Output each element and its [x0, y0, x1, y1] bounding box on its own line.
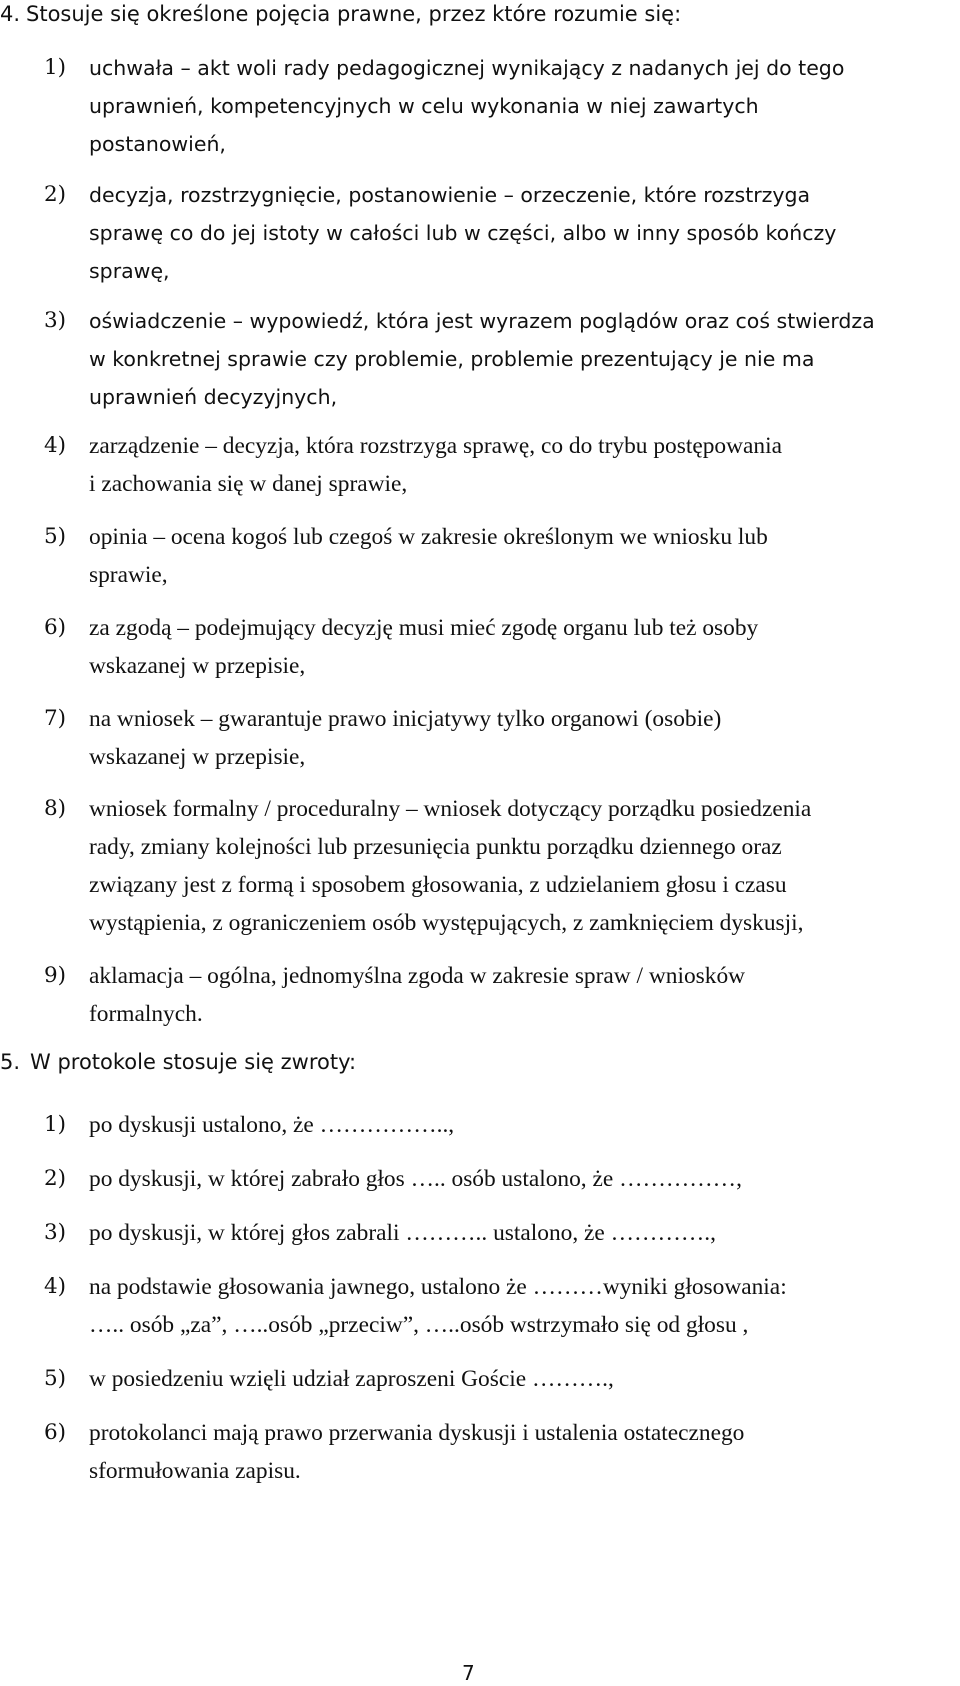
item-text-line: po dyskusji, w której zabrało głos ….. osób ustalono, że ……………, — [89, 1166, 742, 1192]
item-number: 5) — [44, 1366, 67, 1391]
item-text-line: sprawę, — [89, 259, 170, 283]
item-text-line: w konkretnej sprawie czy problemie, problemie prezentujący je nie ma — [89, 347, 815, 371]
item-text-line: sprawę co do jej istoty w całości lub w części, albo w inny sposób kończy — [89, 221, 837, 245]
item-number: 1) — [44, 55, 67, 80]
item-text-line: opinia – ocena kogoś lub czegoś w zakresie określonym we wniosku lub — [89, 524, 768, 550]
item-text-line: na wniosek – gwarantuje prawo inicjatywy tylko organowi (osobie) — [89, 706, 722, 732]
item-text-line: uprawnień, kompetencyjnych w celu wykonania w niej zawartych — [89, 94, 759, 118]
item-text-line: ….. osób „za”, …..osób „przeciw”, …..osób wstrzymało się od głosu , — [89, 1312, 749, 1338]
item-text-line: i zachowania się w danej sprawie, — [89, 471, 408, 497]
item-text-line: wskazanej w przepisie, — [89, 653, 306, 679]
item-text-line: wniosek formalny / proceduralny – wniosek dotyczący porządku posiedzenia — [89, 796, 812, 822]
item-number: 8) — [44, 796, 67, 821]
item-number: 4) — [44, 433, 67, 458]
item-text-line: protokolanci mają prawo przerwania dyskusji i ustalenia ostatecznego — [89, 1420, 745, 1446]
item-text-line: wystąpienia, z ograniczeniem osób występujących, z zamknięciem dyskusji, — [89, 910, 804, 936]
section-5-heading — [0, 1050, 356, 1074]
item-text-line: rady, zmiany kolejności lub przesunięcia punktu porządku dziennego oraz — [89, 834, 782, 860]
item-number: 1) — [44, 1112, 67, 1137]
item-text-line: za zgodą – podejmujący decyzję musi mieć zgodę organu lub też osoby — [89, 615, 759, 641]
section-5-heading-text: W protokole stosuje się zwroty: — [30, 1050, 357, 1074]
section-4-heading — [0, 2, 681, 26]
item-text-line: uchwała – akt woli rady pedagogicznej wynikający z nadanych jej do tego — [89, 56, 845, 80]
item-text-line: zarządzenie – decyzja, która rozstrzyga sprawę, co do trybu postępowania — [89, 433, 782, 459]
item-number: 6) — [44, 615, 67, 640]
item-number: 3) — [44, 308, 67, 333]
item-number: 4) — [44, 1274, 67, 1299]
item-number: 3) — [44, 1220, 67, 1245]
item-number: 2) — [44, 1166, 67, 1191]
item-text-line: sprawie, — [89, 562, 168, 588]
item-text-line: wskazanej w przepisie, — [89, 744, 306, 770]
item-number: 2) — [44, 182, 67, 207]
item-text-line: oświadczenie – wypowiedź, która jest wyrazem poglądów oraz coś stwierdza — [89, 309, 875, 333]
item-text-line: po dyskusji, w której głos zabrali ……….. ustalono, że …………., — [89, 1220, 716, 1246]
item-number: 6) — [44, 1420, 67, 1445]
section-4-number: 4. — [0, 2, 21, 26]
item-text-line: aklamacja – ogólna, jednomyślna zgoda w zakresie spraw / wniosków — [89, 963, 746, 989]
item-text-line: decyzja, rozstrzygnięcie, postanowienie – orzeczenie, które rozstrzyga — [89, 183, 811, 207]
item-number: 5) — [44, 524, 67, 549]
item-text-line: w posiedzeniu wzięli udział zaproszeni Goście ………., — [89, 1366, 614, 1392]
item-text-line: na podstawie głosowania jawnego, ustalono że ………wyniki głosowania: — [89, 1274, 787, 1300]
item-text-line: uprawnień decyzyjnych, — [89, 385, 338, 409]
item-text-line: postanowień, — [89, 132, 226, 156]
page-number: 7 — [462, 1661, 475, 1685]
item-text-line: związany jest z formą i sposobem głosowania, z udzielaniem głosu i czasu — [89, 872, 787, 898]
item-number: 9) — [44, 963, 67, 988]
section-4-heading-text: Stosuje się określone pojęcia prawne, przez które rozumie się: — [26, 2, 682, 26]
section-5-number: 5. — [0, 1050, 21, 1074]
item-text-line: formalnych. — [89, 1001, 203, 1027]
item-number: 7) — [44, 706, 67, 731]
item-text-line: sformułowania zapisu. — [89, 1458, 301, 1484]
item-text-line: po dyskusji ustalono, że …………….., — [89, 1112, 455, 1138]
